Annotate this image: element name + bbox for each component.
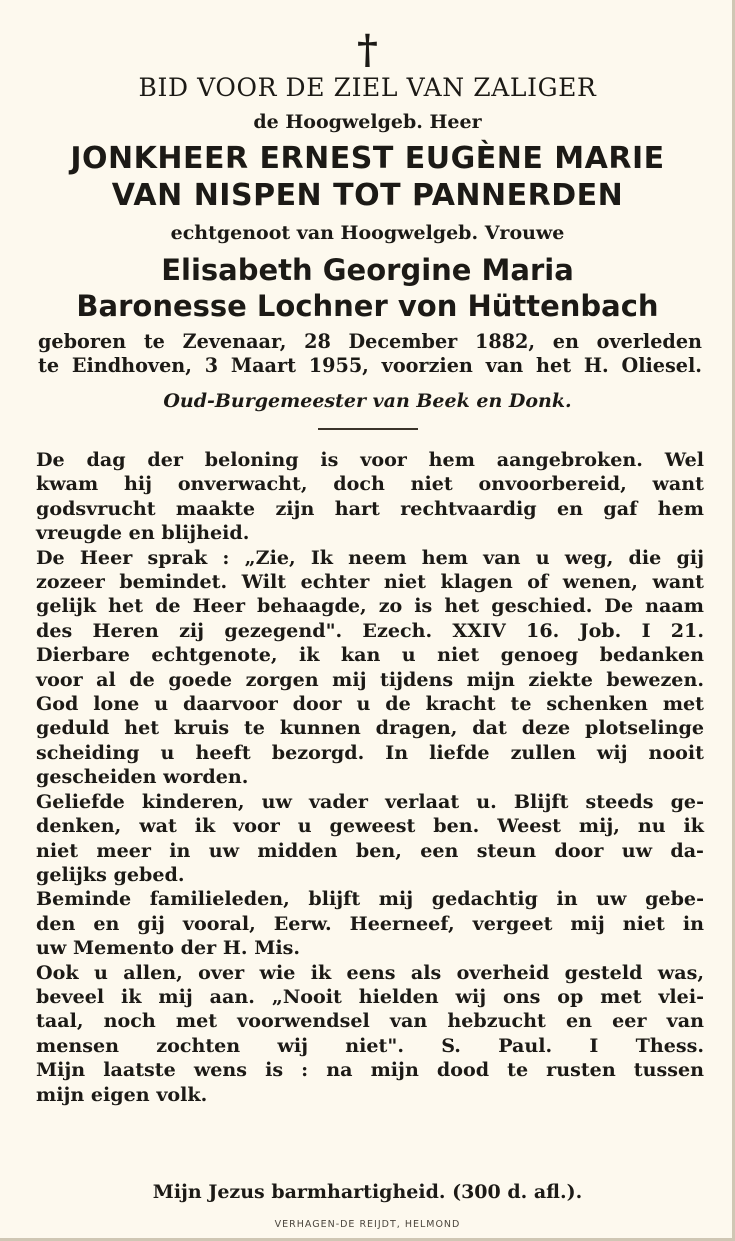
- spouse-name-line1: Elisabeth Georgine Maria: [161, 253, 574, 287]
- text-line: beveel ik mij aan. „Nooit hielden wij ons op met vlei-: [36, 984, 704, 1008]
- closing-prayer: Mijn Jezus barmhartigheid. (300 d. afl.).: [152, 1181, 583, 1203]
- birth-death-details: [38, 330, 702, 378]
- text-line: mijn eigen volk.: [36, 1082, 208, 1106]
- office-title: Oud-Burgemeester van Beek en Donk.: [163, 390, 572, 412]
- death-line: te Eindhoven, 3 Maart 1955, voorzien van het H. Oliesel.: [38, 354, 702, 377]
- divider: [318, 428, 418, 430]
- text-line: gescheiden worden.: [36, 765, 249, 789]
- spouse-name-line2: Baronesse Lochner von Hüttenbach: [76, 289, 659, 323]
- cross-icon: †: [357, 26, 378, 73]
- memorial-text: [36, 448, 704, 1107]
- text-line: godsvrucht maakte zijn hart rechtvaardig en gaf hem: [36, 496, 704, 520]
- text-line: kwam hij onverwacht, doch niet onvoorbereid, want: [36, 472, 704, 496]
- text-line: scheiding u heeft bezorgd. In liefde zullen wij nooit: [36, 740, 704, 764]
- text-line: taal, noch met voorwendsel van hebzucht en eer van: [36, 1009, 704, 1033]
- text-line: De Heer sprak : „Zie, Ik neem hem van u weg, die gij: [36, 545, 704, 569]
- text-line: Beminde familieleden, blijft mij gedachtig in uw gebe-: [36, 887, 704, 911]
- text-line: Ook u allen, over wie ik eens als overheid gesteld was,: [36, 960, 704, 984]
- printer-credit: VERHAGEN-DE REIJDT, HELMOND: [274, 1219, 461, 1230]
- birth-line: geboren te Zevenaar, 28 December 1882, en overleden: [38, 330, 702, 353]
- text-line: Mijn laatste wens is : na mijn dood te rusten tussen: [36, 1058, 704, 1082]
- text-line: Dierbare echtgenote, ik kan u niet genoeg bedanken: [36, 643, 704, 667]
- text-line: vreugde en blijheid.: [36, 521, 250, 545]
- text-line: De dag der beloning is voor hem aangebroken. Wel: [36, 448, 704, 471]
- text-line: Geliefde kinderen, uw vader verlaat u. Blijft steeds ge-: [36, 789, 704, 813]
- text-line: gelijk het de Heer behaagde, zo is het geschied. De naam: [36, 594, 704, 618]
- text-line: gelijks gebed.: [36, 862, 185, 886]
- text-line: zozeer bemindet. Wilt echter niet klagen of wenen, want: [36, 570, 704, 594]
- deceased-name-line2: VAN NISPEN TOT PANNERDEN: [111, 178, 624, 213]
- text-line: voor al de goede zorgen mij tijdens mijn ziekte bewezen.: [36, 667, 704, 691]
- text-line: den en gij vooral, Eerw. Heerneef, vergeet mij niet in: [36, 911, 704, 935]
- prayer-heading: BID VOOR DE ZIEL VAN ZALIGER: [138, 73, 597, 102]
- text-line: niet meer in uw midden ben, een steun door uw da-: [36, 838, 704, 862]
- text-line: mensen zochten wij niet". S. Paul. I Thess.: [36, 1033, 704, 1057]
- text-line: God lone u daarvoor door u de kracht te schenken met: [36, 692, 704, 716]
- text-line: geduld het kruis te kunnen dragen, dat deze plotselinge: [36, 716, 704, 740]
- text-line: denken, wat ik voor u geweest ben. Weest mij, nu ik: [36, 814, 704, 838]
- spouse-intro: echtgenoot van Hoogwelgeb. Vrouwe: [170, 222, 565, 244]
- deceased-name-line1: JONKHEER ERNEST EUGÈNE MARIE: [70, 141, 665, 176]
- text-line: uw Memento der H. Mis.: [36, 936, 301, 960]
- text-line: des Heren zij gezegend". Ezech. XXIV 16. Job. I 21.: [36, 618, 704, 642]
- honorific-line: de Hoogwelgeb. Heer: [253, 111, 482, 133]
